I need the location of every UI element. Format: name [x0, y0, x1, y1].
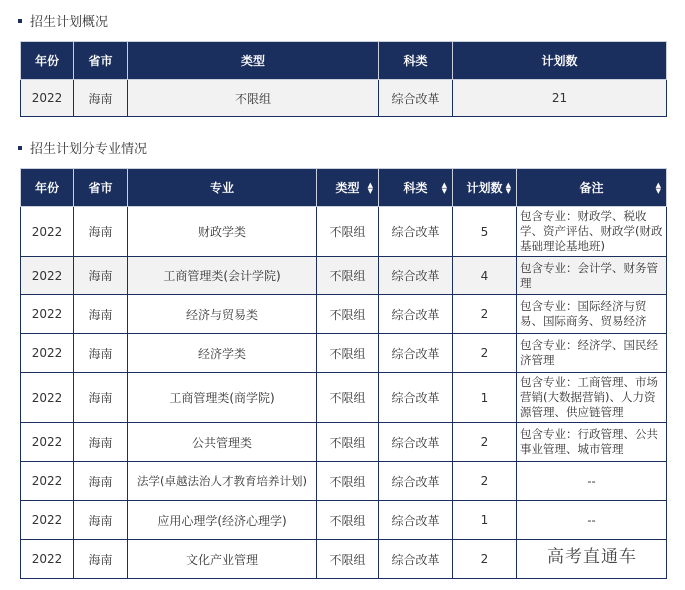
cell-plan-count: 2: [453, 295, 517, 334]
table-row: [21, 295, 667, 334]
cell-year: 2022: [21, 295, 74, 334]
cell-subject: 综合改革: [379, 462, 453, 501]
cell-major: 财政学类: [128, 207, 317, 257]
cell-province: 海南: [74, 540, 128, 579]
cell-type: 不限组: [317, 540, 379, 579]
cell-notes: 包含专业：行政管理、公共事业管理、城市管理: [517, 423, 667, 462]
table-row: [21, 334, 667, 373]
cell-notes: --: [517, 462, 667, 501]
sort-down-icon: ▼: [367, 186, 373, 195]
watermark: 高考直通车: [547, 547, 637, 567]
cell-type: 不限组: [317, 373, 379, 423]
header-type-sortable[interactable]: [317, 169, 379, 207]
header-year: 年份: [21, 169, 74, 207]
cell-subject: 综合改革: [379, 423, 453, 462]
cell-year: 2022: [21, 257, 74, 295]
sort-up-icon: ▲: [505, 180, 511, 189]
cell-plan-count: 1: [453, 501, 517, 540]
section-title-summary-text: 招生计划概况: [30, 15, 109, 30]
cell-type: 不限组: [317, 462, 379, 501]
header-plan-count: 计划数: [453, 42, 667, 80]
cell-type: 不限组: [317, 423, 379, 462]
header-notes-sortable[interactable]: [517, 169, 667, 207]
cell-notes: 包含专业：经济学、国民经济管理: [517, 334, 667, 373]
cell-year: 2022: [21, 423, 74, 462]
cell-major: 工商管理类(会计学院): [128, 257, 317, 295]
summary-header-row: [21, 42, 667, 80]
table-row: [21, 501, 667, 540]
table-row: [21, 373, 667, 423]
table-row: [21, 462, 667, 501]
cell-plan-count: 2: [453, 423, 517, 462]
table-row: [21, 207, 667, 257]
cell-province: 海南: [74, 257, 128, 295]
header-province: 省市: [74, 169, 128, 207]
cell-plan-count: 21: [453, 80, 667, 117]
cell-plan-count: 1: [453, 373, 517, 423]
cell-plan-count: 2: [453, 462, 517, 501]
header-plan-count-label: 计划数: [466, 181, 503, 195]
summary-table: [20, 41, 667, 117]
cell-year: 2022: [21, 80, 74, 117]
cell-subject: 综合改革: [379, 373, 453, 423]
cell-province: 海南: [74, 80, 128, 117]
cell-subject: 综合改革: [379, 257, 453, 295]
cell-province: 海南: [74, 373, 128, 423]
cell-subject: 综合改革: [379, 207, 453, 257]
header-subject-sortable[interactable]: [379, 169, 453, 207]
sort-down-icon: ▼: [505, 186, 511, 195]
cell-year: 2022: [21, 462, 74, 501]
sort-icon[interactable]: [442, 182, 447, 194]
sort-icon[interactable]: [506, 182, 511, 194]
cell-province: 海南: [74, 334, 128, 373]
cell-notes: --: [517, 501, 667, 540]
header-subject: 科类: [379, 42, 453, 80]
section-title-summary: [18, 11, 108, 30]
header-year: 年份: [21, 42, 74, 80]
cell-major: 应用心理学(经济心理学): [128, 501, 317, 540]
cell-type: 不限组: [317, 334, 379, 373]
cell-plan-count: 2: [453, 540, 517, 579]
cell-type: 不限组: [128, 80, 379, 117]
cell-year: 2022: [21, 334, 74, 373]
detail-header-row: [21, 169, 667, 207]
cell-plan-count: 4: [453, 257, 517, 295]
cell-subject: 综合改革: [379, 334, 453, 373]
cell-notes: 包含专业：会计学、财务管理: [517, 257, 667, 295]
sort-icon[interactable]: [368, 182, 373, 194]
sort-icon[interactable]: [656, 182, 661, 194]
cell-plan-count: 2: [453, 334, 517, 373]
header-major: 专业: [128, 169, 317, 207]
sort-up-icon: ▲: [655, 180, 661, 189]
cell-major: 文化产业管理: [128, 540, 317, 579]
section-title-detail: [18, 138, 147, 157]
cell-subject: 综合改革: [379, 540, 453, 579]
cell-major: 经济与贸易类: [128, 295, 317, 334]
cell-type: 不限组: [317, 257, 379, 295]
cell-year: 2022: [21, 373, 74, 423]
cell-major: 法学(卓越法治人才教育培养计划): [128, 462, 317, 501]
cell-year: 2022: [21, 207, 74, 257]
header-subject-label: 科类: [403, 181, 428, 195]
bullet-icon: [18, 19, 22, 23]
cell-major: 公共管理类: [128, 423, 317, 462]
cell-major: 工商管理类(商学院): [128, 373, 317, 423]
cell-type: 不限组: [317, 207, 379, 257]
header-notes-label: 备注: [579, 181, 604, 195]
cell-province: 海南: [74, 501, 128, 540]
table-row: [21, 80, 667, 117]
cell-year: 2022: [21, 501, 74, 540]
sort-up-icon: ▲: [367, 180, 373, 189]
cell-notes: 包含专业：国际经济与贸易、国际商务、贸易经济: [517, 295, 667, 334]
header-type: 类型: [128, 42, 379, 80]
bullet-icon: [18, 146, 22, 150]
cell-notes: 包含专业：财政学、税收学、资产评估、财政学(财政基础理论基地班): [517, 207, 667, 257]
cell-province: 海南: [74, 423, 128, 462]
cell-province: 海南: [74, 295, 128, 334]
header-province: 省市: [74, 42, 128, 80]
table-row: [21, 423, 667, 462]
cell-province: 海南: [74, 462, 128, 501]
sort-down-icon: ▼: [655, 186, 661, 195]
cell-type: 不限组: [317, 295, 379, 334]
sort-down-icon: ▼: [441, 186, 447, 195]
section-title-detail-text: 招生计划分专业情况: [30, 142, 148, 157]
cell-major: 经济学类: [128, 334, 317, 373]
cell-plan-count: 5: [453, 207, 517, 257]
cell-year: 2022: [21, 540, 74, 579]
cell-notes: 包含专业：工商管理、市场营销(大数据营销)、人力资源管理、供应链管理: [517, 373, 667, 423]
header-plan-count-sortable[interactable]: [453, 169, 517, 207]
detail-table: [20, 168, 667, 579]
cell-subject: 综合改革: [379, 501, 453, 540]
sort-up-icon: ▲: [441, 180, 447, 189]
cell-type: 不限组: [317, 501, 379, 540]
header-type-label: 类型: [335, 181, 360, 195]
cell-subject: 综合改革: [379, 295, 453, 334]
cell-subject: 综合改革: [379, 80, 453, 117]
cell-province: 海南: [74, 207, 128, 257]
table-row: [21, 257, 667, 295]
